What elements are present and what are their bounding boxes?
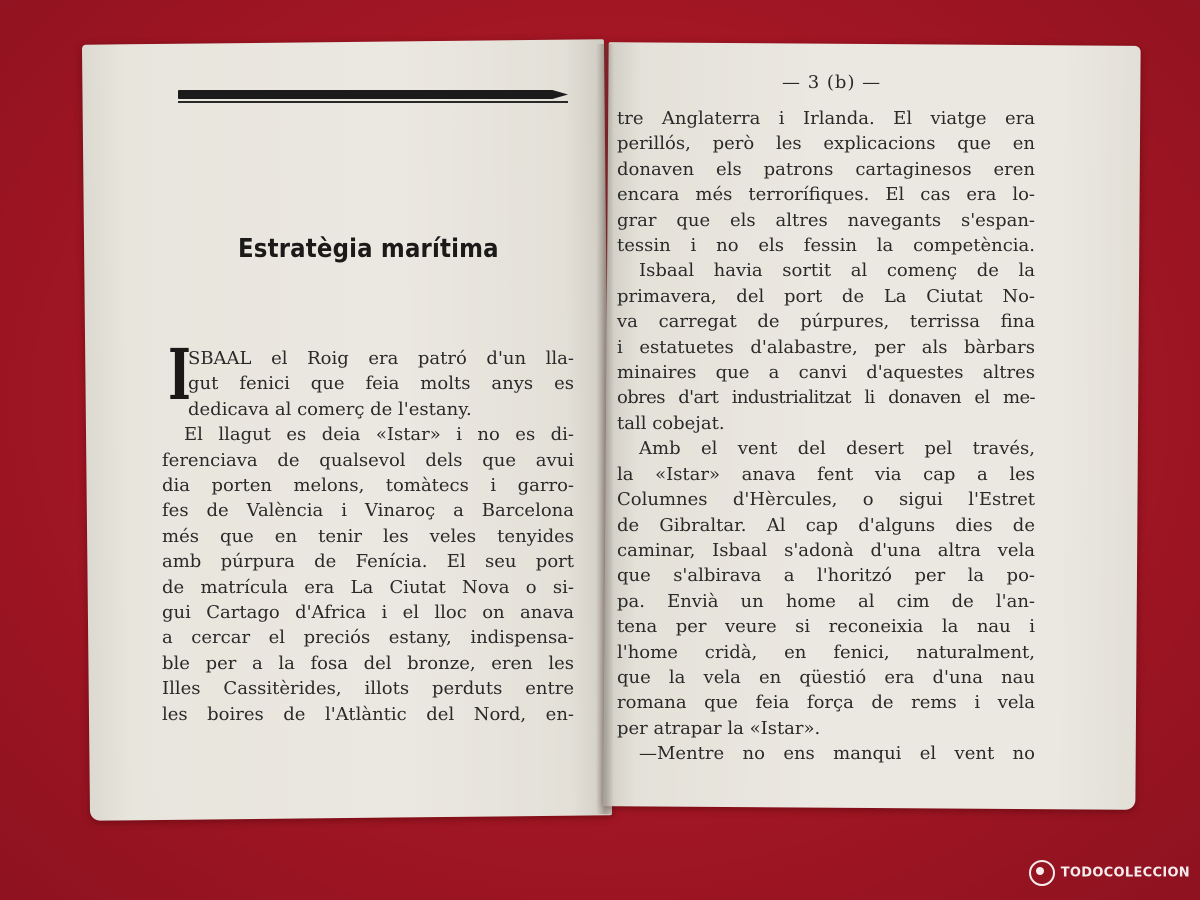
text-line: obres d'art industrialitzat li donaven el me- xyxy=(617,387,1035,409)
text-line: El llagut es deia «Istar» i no es di- xyxy=(184,424,574,446)
text-line: més que en tenir les veles tenyides xyxy=(162,525,574,547)
text-line: gut fenici que feia molts anys es xyxy=(188,373,574,395)
text-line: per atrapar la «Istar». xyxy=(617,717,821,739)
text-line: va carregat de púrpures, terrissa fina xyxy=(617,311,1035,333)
text-line: tessin i no els fessin la competència. xyxy=(617,235,1035,257)
text-line: tre Anglaterra i Irlanda. El viatge era xyxy=(617,108,1035,129)
text-line: tall cobejat. xyxy=(617,412,725,434)
text-line: Columnes d'Hèrcules, o sigui l'Estret xyxy=(617,489,1035,511)
text-line: caminar, Isbaal s'adonà d'una altra vela xyxy=(617,539,1035,561)
text-line: encara més terrorífiques. El cas era lo- xyxy=(617,184,1035,206)
watermark-logo-icon xyxy=(1029,860,1055,886)
drop-cap: I xyxy=(168,333,191,416)
text-line: les boires de l'Atlàntic del Nord, en- xyxy=(162,703,574,725)
text-line: Isbaal havia sortit al començ de la xyxy=(639,260,1035,282)
text-line: pa. Envià un home al cim de l'an- xyxy=(617,590,1035,612)
text-line: que s'albirava a l'horitzó per la po- xyxy=(617,565,1035,587)
right-text-column xyxy=(617,106,1035,767)
text-line: perillós, però les explicacions que en xyxy=(617,133,1035,155)
text-line: —Mentre no ens manqui el vent no xyxy=(639,743,1035,765)
text-line: dedicava al comerç de l'estany. xyxy=(188,398,472,420)
text-line: Amb el vent del desert pel través, xyxy=(639,438,1035,460)
text-line: ferenciava de qualsevol dels que avui xyxy=(162,449,574,471)
text-line: tena per veure si reconeixia la nau i xyxy=(617,616,1035,638)
text-line: minaires que a canvi d'aquestes altres xyxy=(617,362,1035,384)
text-line: Illes Cassitèrides, illots perduts entre xyxy=(162,678,574,700)
text-line: que la vela en qüestió era d'una nau xyxy=(617,666,1035,688)
text-line: SBAAL el Roig era patró d'un lla- xyxy=(188,348,574,369)
text-line: gui Cartago d'Africa i el lloc on anava xyxy=(162,602,574,624)
text-line: donaven els patrons cartaginesos eren xyxy=(617,158,1035,180)
header-rule-thin xyxy=(178,101,568,103)
left-text-column xyxy=(162,346,574,727)
book-gutter xyxy=(596,44,614,814)
chapter-title: Estratègia marítima xyxy=(238,234,499,264)
text-line: ble per a la fosa del bronze, eren les xyxy=(162,652,574,674)
text-line: de matrícula era La Ciutat Nova o si- xyxy=(162,576,574,598)
text-line: de Gibraltar. Al cap d'alguns dies de xyxy=(617,514,1035,536)
text-line: fes de València i Vinaroç a Barcelona xyxy=(162,500,574,522)
page-number: — 3 (b) — xyxy=(782,72,882,93)
text-line: primavera, del port de La Ciutat No- xyxy=(617,285,1035,307)
text-line: l'home cridà, en fenici, naturalment, xyxy=(617,641,1035,663)
text-line: amb púrpura de Fenícia. El seu port xyxy=(162,551,574,573)
watermark xyxy=(1029,860,1190,886)
header-rule xyxy=(178,90,568,99)
text-line: a cercar el preciós estany, indispensa- xyxy=(162,627,574,649)
watermark-text: TODOCOLECCION xyxy=(1060,865,1190,881)
text-line: grar que els altres navegants s'espan- xyxy=(617,209,1035,231)
text-line: dia porten melons, tomàtecs i garro- xyxy=(162,475,574,497)
text-line: la «Istar» anava fent via cap a les xyxy=(617,463,1035,485)
text-line: i estatuetes d'alabastre, per als bàrbars xyxy=(617,336,1035,358)
text-line: romana que feia força de rems i vela xyxy=(617,692,1035,714)
